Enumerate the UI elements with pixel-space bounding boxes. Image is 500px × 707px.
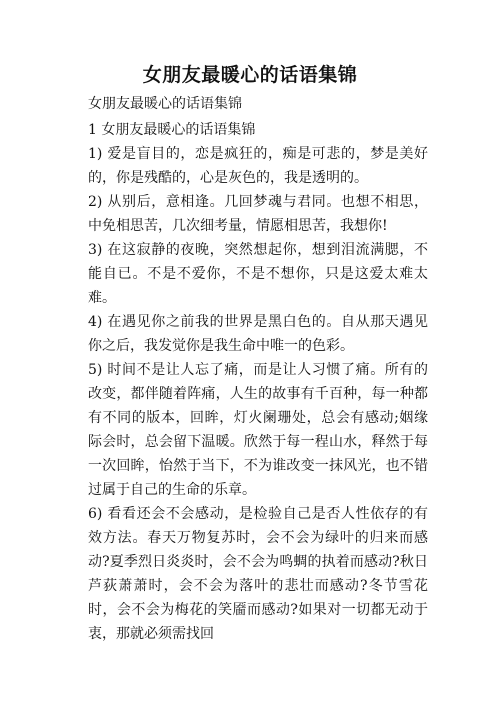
list-item: 2) 从别后，意相逢。几回梦魂与君同。也想不相思，中免相思苦，几次细考量，情愿相思苦，我想你!: [88, 194, 428, 234]
list-item: 3) 在这寂静的夜晚，突然想起你，想到泪流满腮，不能自已。不是不爱你，不是不想你，只是这爱太难太难。: [88, 242, 428, 306]
list-item: 1) 爱是盲目的，恋是疯狂的，痴是可悲的，梦是美好的，你是残酷的，心是灰色的，我是透明的。: [88, 146, 428, 186]
section-heading: 1 女朋友最暖心的话语集锦: [88, 122, 256, 138]
document-body: [88, 92, 428, 646]
document-title: 女朋友最暖心的话语集锦: [142, 64, 358, 86]
list-item: 6) 看看还会不会感动，是检验自己是否人性依存的有效方法。春天万物复苏时，会不会为绿叶的归来而感动?夏季烈日炎炎时，会不会为鸣蜩的执着而感动?秋日芦荻萧萧时，会不会为落叶的悲壮而感动?冬节雪花时，会不会为梅花的笑靥而感动?如果对一切都无动于衷，那就必须需找回: [88, 506, 428, 642]
list-item: 4) 在遇见你之前我的世界是黑白色的。自从那天遇见你之后，我发觉你是我生命中唯一的色彩。: [88, 314, 428, 354]
list-item: 5) 时间不是让人忘了痛，而是让人习惯了痛。所有的改变，都伴随着阵痛，人生的故事有千百种，每一种都有不同的版本，回眸，灯火阑珊处，总会有感动;姻缘际会时，总会留下温暖。欣然于每一程山水，释然于每一次回眸，怡然于当下，不为谁改变一抹风光，也不错过属于自己的生命的乐章。: [88, 362, 428, 498]
document-subtitle: 女朋友最暖心的话语集锦: [88, 96, 242, 112]
